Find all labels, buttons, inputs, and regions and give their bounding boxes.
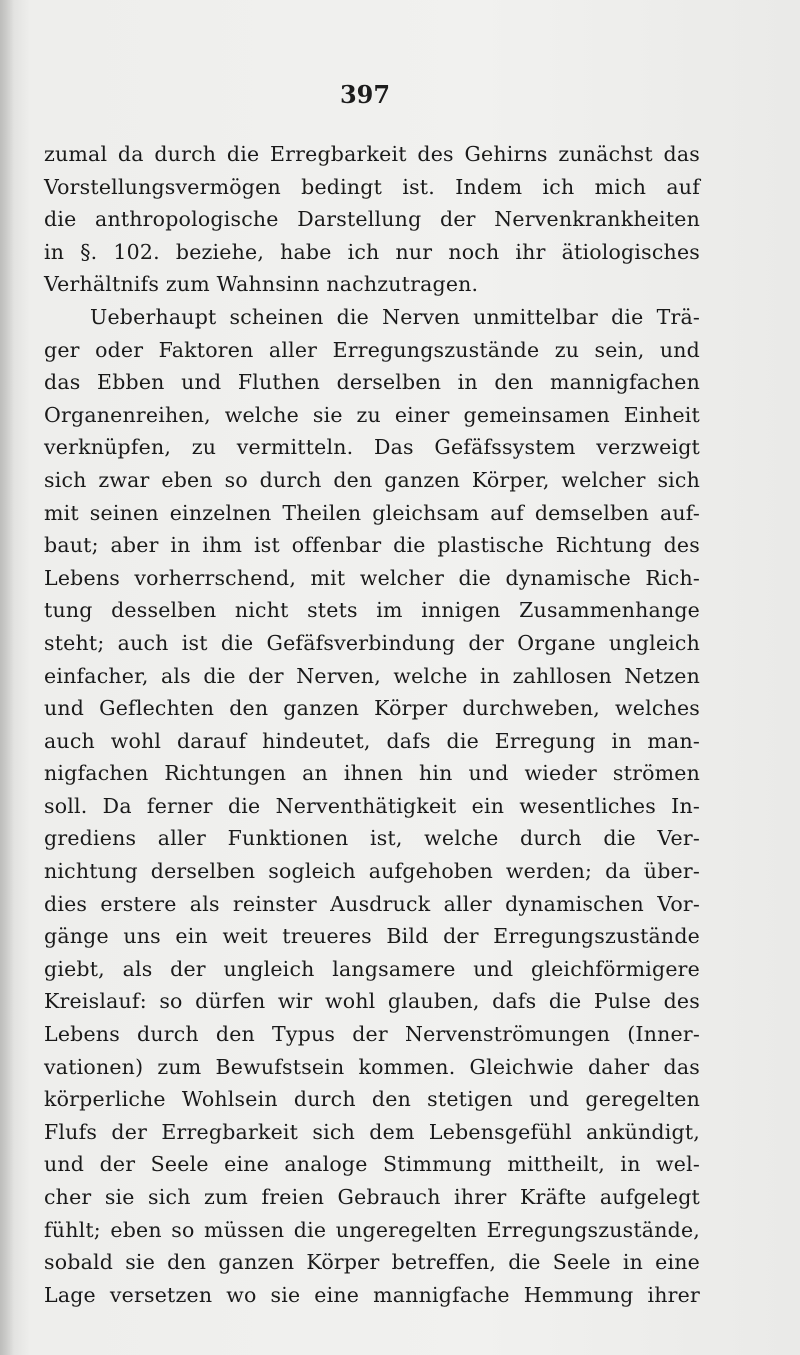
- text-line: das Ebben und Fluthen derselben in den mannigfachen: [44, 370, 700, 395]
- page-number: 397: [339, 80, 391, 109]
- text-line: steht; auch ist die Gefäfsverbindung der Organe ungleich: [44, 630, 700, 655]
- text-line: fühlt; eben so müssen die ungeregelten Erregungszustände,: [44, 1217, 700, 1242]
- text-line: Organenreihen, welche sie zu einer gemeinsamen Einheit: [44, 402, 700, 427]
- text-line: zumal da durch die Erregbarkeit des Gehirns zunächst das: [44, 142, 700, 166]
- text-line: nichtung derselben sogleich aufgehoben werden; da über-: [44, 859, 700, 884]
- text-line: verknüpfen, zu vermitteln. Das Gefäfssystem verzweigt: [44, 435, 700, 460]
- text-line: Lebens vorherrschend, mit welcher die dynamische Rich-: [44, 565, 700, 590]
- text-line: grediens aller Funktionen ist, welche durch die Ver-: [44, 826, 700, 851]
- text-line: und Geflechten den ganzen Körper durchweben, welches: [44, 696, 700, 721]
- text-line: Lage versetzen wo sie eine mannigfache Hemmung ihrer: [44, 1282, 700, 1307]
- text-line: Kreislauf: so dürfen wir wohl glauben, dafs die Pulse des: [44, 989, 700, 1014]
- text-line: sich zwar eben so durch den ganzen Körper, welcher sich: [44, 467, 700, 492]
- text-line: soll. Da ferner die Nerventhätigkeit ein wesentliches In-: [44, 793, 700, 818]
- text-line: die anthropologische Darstellung der Nervenkrankheiten: [44, 207, 700, 232]
- text-line: in §. 102. beziehe, habe ich nur noch ihr ätiologisches: [44, 239, 700, 264]
- text-line: gänge uns ein weit treueres Bild der Erregungszustände: [44, 924, 700, 949]
- text-line: Verhältnifs zum Wahnsinn nachzutragen.: [44, 272, 479, 297]
- text-line: körperliche Wohlsein durch den stetigen und geregelten: [44, 1087, 700, 1112]
- text-line: Lebens durch den Typus der Nervenströmungen (Inner-: [44, 1022, 700, 1047]
- text-line: nigfachen Richtungen an ihnen hin und wieder strömen: [44, 761, 700, 786]
- text-line: baut; aber in ihm ist offenbar die plastische Richtung des: [44, 533, 700, 558]
- page-gutter-shadow: [0, 0, 14, 1355]
- body-text: [44, 138, 700, 1311]
- text-line: tung desselben nicht stets im innigen Zusammenhange: [44, 598, 700, 623]
- text-line: giebt, als der ungleich langsamere und gleichförmigere: [44, 956, 700, 981]
- text-line: dies erstere als reinster Ausdruck aller dynamischen Vor-: [44, 891, 700, 916]
- text-line: Vorstellungsvermögen bedingt ist. Indem ich mich auf: [44, 174, 700, 199]
- text-line: mit seinen einzelnen Theilen gleichsam auf demselben auf-: [44, 500, 700, 525]
- text-line: auch wohl darauf hindeutet, dafs die Erregung in man-: [44, 728, 700, 753]
- text-line: und der Seele eine analoge Stimmung mittheilt, in wel-: [44, 1152, 700, 1177]
- text-line: sobald sie den ganzen Körper betreffen, die Seele in eine: [44, 1250, 700, 1275]
- text-line: Ueberhaupt scheinen die Nerven unmittelbar die Trä-: [90, 304, 700, 329]
- text-line: cher sie sich zum freien Gebrauch ihrer Kräfte aufgelegt: [44, 1185, 700, 1209]
- text-line: einfacher, als die der Nerven, welche in zahllosen Netzen: [44, 663, 700, 688]
- text-line: vationen) zum Bewufstsein kommen. Gleichwie daher das: [44, 1054, 700, 1079]
- text-line: ger oder Faktoren aller Erregungszustände zu sein, und: [44, 337, 700, 362]
- text-line: Flufs der Erregbarkeit sich dem Lebensgefühl ankündigt,: [44, 1119, 700, 1144]
